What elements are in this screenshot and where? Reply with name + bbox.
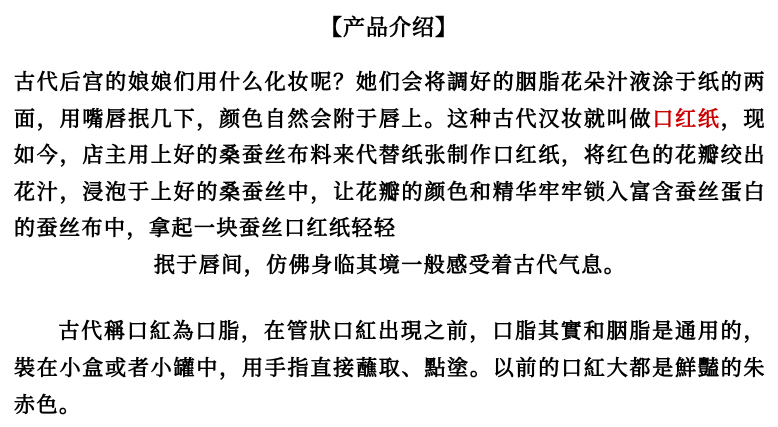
section-title: 【产品介绍】 <box>319 15 458 41</box>
intro-text-before: 古代后宫的娘娘们用什么化妆呢？她们会将調好的胭脂花朵汁液涂于纸的两面，用嘴唇抿几下，颜色自然会附于唇上。这种古代汉妆就叫做 <box>14 69 766 131</box>
intro-paragraph <box>14 64 766 283</box>
intro-last-line: 抿于唇间，仿佛身临其境一般感受着古代气息。 <box>153 251 627 277</box>
highlight-term: 口红纸 <box>652 105 721 131</box>
history-text: 古代稱口紅為口脂，在管狀口紅出現之前，口脂其實和胭脂是通用的，裝在小盒或者小罐中，用手指直接蘸取、點塗。以前的口紅大都是鮮豔的朱赤色。 <box>14 318 766 417</box>
intro-text-after: ，现如今，店主用上好的桑蚕丝布料来代替纸张制作口红纸，将红色的花瓣绞出花汁，浸泡于上好的桑蚕丝中，让花瓣的颜色和精华牢牢锁入富含蚕丝蛋白的蚕丝布中，拿起一块蚕丝口红纸轻轻 <box>14 105 766 240</box>
history-paragraph <box>14 312 766 423</box>
